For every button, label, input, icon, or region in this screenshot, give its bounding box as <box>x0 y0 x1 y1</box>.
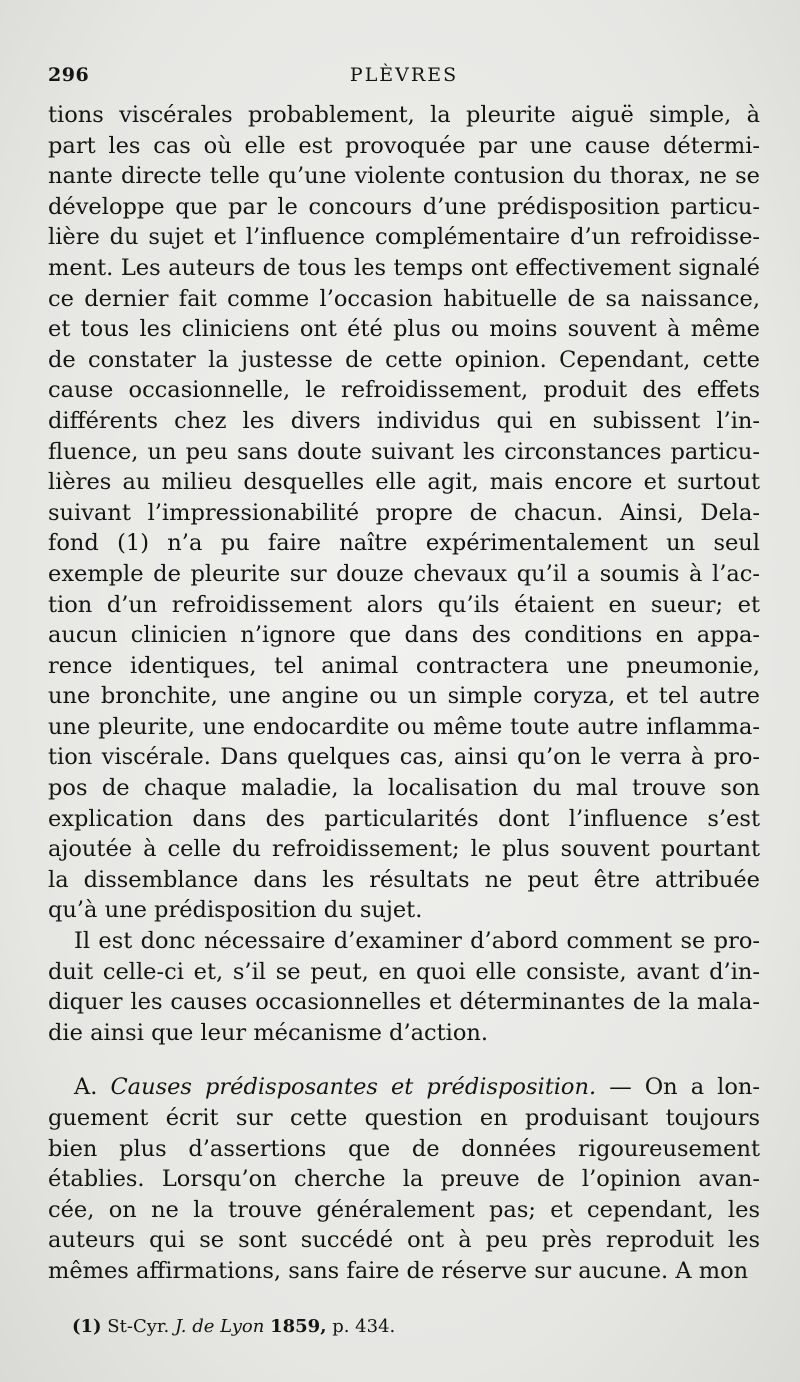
text-line: développe que par le concours d’une prédisposition particu- <box>48 193 760 220</box>
text-line: tions viscérales probablement, la pleurite aiguë simple, à <box>48 102 760 128</box>
text-line: ment. Les auteurs de tous les temps ont effectivement signalé <box>48 254 760 281</box>
section-heading-line <box>48 1072 760 1103</box>
footnote <box>48 1315 760 1339</box>
text-line: cause occasionnelle, le refroidissement, produit des effets <box>48 377 760 404</box>
section-title: Causes prédisposantes et prédisposition. <box>110 1074 597 1101</box>
text-line: ce dernier fait comme l’occasion habituelle de sa naissance, <box>48 285 760 312</box>
section-body <box>48 1103 760 1287</box>
footnote-year: 1859, <box>270 1315 327 1337</box>
text-line: explication dans des particularités dont l’influence s’est <box>48 805 760 832</box>
text-line: bien plus d’assertions que de données rigoureusement <box>48 1135 760 1162</box>
text-line: aucun clinicien n’ignore que dans des conditions en appa- <box>48 622 760 649</box>
section-dash: — <box>609 1074 632 1101</box>
text-line: tion d’un refroidissement alors qu’ils étaient en sueur; et <box>48 591 760 618</box>
footnote-author: St-Cyr. <box>107 1315 170 1337</box>
text-line: lière du sujet et l’influence complémentaire d’un refroidisse- <box>48 224 760 251</box>
text-line: pos de chaque maladie, la localisation du mal trouve son <box>48 775 760 802</box>
text-line: exemple de pleurite sur douze chevaux qu’il a soumis à l’ac- <box>48 560 760 587</box>
paragraph-1 <box>48 100 760 926</box>
text-line: guement écrit sur cette question en produisant toujours <box>48 1105 760 1131</box>
footnote-spacer <box>48 1287 760 1315</box>
text-line: Il est donc nécessaire d’examiner d’abord comment se pro- <box>74 928 760 955</box>
text-line: établies. Lorsqu’on cherche la preuve de l’opinion avan- <box>48 1166 760 1193</box>
text-line: différents chez les divers individus qui en subissent l’in- <box>48 407 760 434</box>
text-line: lières au milieu desquelles elle agit, mais encore et surtout <box>48 469 760 496</box>
text-line: tion viscérale. Dans quelques cas, ainsi qu’on le verra à pro- <box>48 744 760 771</box>
section-spacer <box>48 1048 760 1072</box>
text-line: part les cas où elle est provoquée par une cause détermi- <box>48 132 760 159</box>
text-line: qu’à une prédisposition du sujet. <box>48 897 423 924</box>
text-line: suivant l’impressionabilité propre de chacun. Ainsi, Dela- <box>48 499 760 526</box>
text-line: de constater la justesse de cette opinion. Cependant, cette <box>48 346 760 373</box>
text-line: duit celle-ci et, s’il se peut, en quoi elle consiste, avant d’in- <box>48 958 760 985</box>
footnote-marker: (1) <box>72 1315 102 1337</box>
text-line: la dissemblance dans les résultats ne peut être attribuée <box>48 866 760 893</box>
text-line: die ainsi que leur mécanisme d’action. <box>48 1019 489 1046</box>
text-line: auteurs qui se sont succédé ont à peu près reproduit les <box>48 1227 760 1254</box>
paragraph-2 <box>48 926 760 1048</box>
footnote-page: p. 434. <box>332 1315 396 1337</box>
text-line: rence identiques, tel animal contractera une pneumonie, <box>48 652 760 679</box>
text-line: diquer les causes occasionnelles et déterminantes de la mala- <box>48 989 760 1016</box>
footnote-journal: J. de Lyon <box>174 1315 265 1337</box>
text-line: et tous les cliniciens ont été plus ou moins souvent à même <box>48 316 760 343</box>
text-line: mêmes affirmations, sans faire de réserve sur aucune. A mon <box>48 1257 749 1284</box>
section-a <box>48 1072 760 1286</box>
text-line: fluence, un peu sans doute suivant les circonstances particu- <box>48 438 760 465</box>
text-line: une pleurite, une endocardite ou même toute autre inflamma- <box>48 713 760 740</box>
text-line: ajoutée à celle du refroidissement; le plus souvent pourtant <box>48 836 760 863</box>
page-number: 296 <box>48 64 90 86</box>
text-line: cée, on ne la trouve généralement pas; et cependant, les <box>48 1196 760 1223</box>
section-first-line-text: On a lon- <box>644 1074 760 1101</box>
text-line: une bronchite, une angine ou un simple coryza, et tel autre <box>48 683 760 710</box>
page-header <box>48 58 760 98</box>
text-line: fond (1) n’a pu faire naître expérimentalement un seul <box>48 530 760 557</box>
running-title: PLÈVRES <box>349 64 459 86</box>
text-line: nante directe telle qu’une violente contusion du thorax, ne se <box>48 163 760 190</box>
section-label: A. <box>74 1074 98 1101</box>
